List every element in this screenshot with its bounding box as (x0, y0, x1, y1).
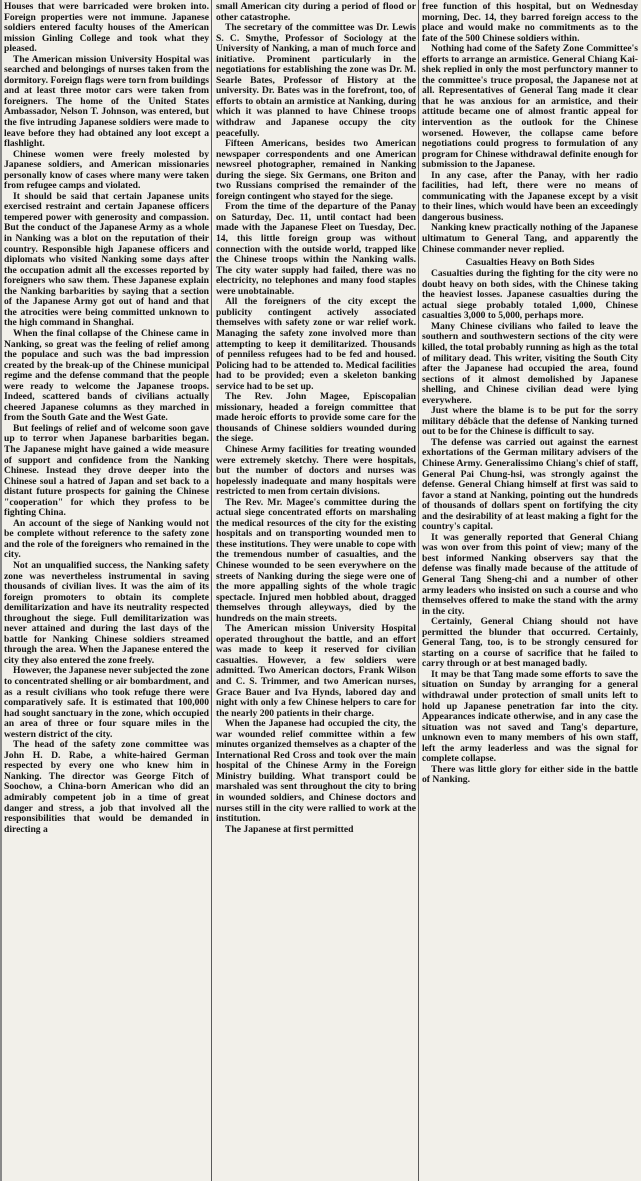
page-edge (0, 0, 2, 1181)
paragraph: All the foreigners of the city except the publicity contingent actively associated themselves with safety zone or war relief work. Managing the safety zone involved more than attempting to keep it demilitarized. Thousands of penniless refugees had to be fed and housed. Policing had to be attended to. Medical facilities had to be provided; even a skeleton banking service had to be set up. (216, 296, 416, 392)
paragraph: But feelings of relief and of welcome soon gave up to terror when Japanese barbarities began. The Japanese might have gained a wide measure of support and confidence from the Nanking Chinese. Instead they drove deeper into the Chinese soul a hatred of Japan and set back to a distant future prospects for gaining the Chinese "cooperation" for which they profess to be fighting China. (4, 422, 209, 519)
paragraph: From the time of the departure of the Panay on Saturday, Dec. 11, until contact had been made with the Japanese Fleet on Tuesday, Dec. 14, this little foreign group was without connection with the outside world, trapped like the Chinese troops within the Nanking walls. The city water supply had failed, there was no electricity, no telephones and many food staples were unobtainable. (216, 201, 416, 297)
paragraph: When the Japanese had occupied the city, the war wounded relief committee within a few minutes organized themselves as a chapter of the International Red Cross and took over the main hospital of the Chinese Army in the Foreign Ministry building. What transport could be marshaled was sent throughout the city to bring in wounded soldiers, and Chinese doctors and nurses still in the city were rallied to work at the institution. (216, 718, 416, 825)
paragraph: The head of the safety zone committee was John H. D. Rabe, a white-haired German respected by every one who knew him in Nanking. The director was George Fitch of Soochow, a China-born American who did an admirably competent job in a time of great danger and stress, a job that involved all the responsibilities that would be demanded in directing a (4, 739, 209, 835)
paragraph: The secretary of the committee was Dr. Lewis S. C. Smythe, Professor of Sociology at the University of Nanking, a man of much force and initiative. Prominent particularly in the negotiations for establishing the zone was Dr. M. Searle Bates, Professor of History at the university. Dr. Bates was in the forefront, too, of efforts to obtain an armistice at Nanking, during which it was planned to have Chinese troops withdraw and Japanese occupy the city peacefully. (216, 22, 416, 139)
paragraph: Fifteen Americans, besides two American newspaper correspondents and one American newsreel photographer, remained in Nanking during the siege. Six Germans, one Briton and two Russians comprised the remainder of the foreign contingent who stayed for the siege. (216, 138, 416, 202)
column-2 (216, 2, 416, 1178)
paragraph: The Japanese at first permitted (225, 823, 354, 835)
paragraph: Chinese women were freely molested by Japanese soldiers, and American missionaries personally know of cases where many were taken from refugee camps and violated. (4, 148, 209, 192)
paragraph: Many Chinese civilians who failed to leave the southern and southwestern sections of the city were killed, the total probably running as high as the total of military dead. This writer, visiting the South City after the Japanese had occupied the area, found sections of it almost demolished by Japanese shelling, and Chinese civilian dead were lying everywhere. (422, 320, 638, 406)
paragraph: In any case, after the Panay, with her radio facilities, had left, there were no means of communicating with the Japanese except by a visit to their lines, which would have been an exceedingly dangerous business. (422, 169, 638, 223)
paragraph: small American city during a period of flood or other catastrophe. (216, 2, 416, 23)
paragraph: The American mission University Hospital operated throughout the battle, and an effort was made to keep it reserved for civilian casualties. However, a few soldiers were admitted. Two American doctors, Frank Wilson and C. S. Trimmer, and two American nurses, Grace Bauer and Iva Hynds, labored day and night with only a few Chinese helpers to care for the nearly 200 patients in their charge. (216, 623, 416, 719)
paragraph: Houses that were barricaded were broken into. Foreign properties were not immune. Japanese soldiers entered faculty houses of the American mission Ginling College and took what they pleased. (4, 2, 209, 55)
paragraph: It may be that Tang made some efforts to save the situation on Sunday by arranging for a general withdrawal under protection of small units left to hold up Japanese penetration far into the city. Appearances indicate otherwise, and in any case the situation was not saved and Tang's departure, unknown even to many members of his own staff, left the army leaderless and was the signal for complete collapse. (422, 668, 638, 765)
paragraph: It was generally reported that General Chiang was won over from this point of view; many of the best informed Nanking observers say that the defense was finally made because of the attitude of General Tang Sheng-chi and a number of other army leaders who insisted on such a course and who themselves offered to make the stand with the army in the city. (422, 531, 638, 617)
subheading: Casualties Heavy on Both Sides (465, 257, 595, 269)
paragraph: It should be said that certain Japanese units exercised restraint and certain Japanese officers tempered power with generosity and compassion. But the conduct of the Japanese Army as a whole in Nanking was a blot on the reputation of their country. Responsible high Japanese officers and diplomats who visited Nanking some days after the occupation admit all the excesses reported by foreigners who saw them. These Japanese explain the Nanking barbarities by saying that a section of the Japanese Army got out of hand and that the atrocities were being committed unknown to the high command in Shanghai. (4, 190, 209, 329)
paragraph: The Rev. Mr. Magee's committee during the actual siege concentrated efforts on marshaling the medical resources of the city for the existing hospitals and on transporting wounded men to these institutions. They were unable to cope with the tremendous number of casualties, and the Chinese wounded to be seen everywhere on the streets of Nanking during the siege were one of the more appalling sights of the whole tragic spectacle. Injured men hobbled about, dragged themselves through alleyways, died by the hundreds on the main streets. (216, 496, 416, 624)
paragraph: Just where the blame is to be put for the sorry military débâcle that the defense of Nanking turned out to be for the Chinese is difficult to say. (422, 405, 638, 438)
paragraph: There was little glory for either side in the battle of Nanking. (422, 763, 638, 786)
column-1 (4, 2, 209, 1178)
column-rule (211, 0, 212, 1181)
paragraph: The American mission University Hospital was searched and belongings of nurses taken from the dormitory. Foreign flags were torn from buildings and at least three motor cars were taken from foreigners. The home of the United States Ambassador, Nelson T. Johnson, was entered, but the five intruding Japanese soldiers were made to leave before they had obtained any loot except a flashlight. (4, 53, 209, 150)
paragraph: Certainly, General Chiang should not have permitted the blunder that occurred. Certainly, General Tang, too, is to be strongly censured for starting on a course of sacrifice that he failed to carry through or at best managed badly. (422, 616, 638, 670)
paragraph: The defense was carried out against the earnest exhortations of the German military advisers of the Chinese Army. Generalissimo Chiang's chief of staff, General Pai Chung-hsi, was strongly against the defense. General Chiang himself at first was said to favor a stand at Nanking, pointing out the hundreds of thousands of dollars spent on fortifying the city and the desirability of at least making a fight for the country's capital. (422, 436, 638, 533)
paragraph: Nothing had come of the Safety Zone Committee's efforts to arrange an armistice. General Chiang Kai-shek replied in only the most perfunctory manner to the committee's truce proposal, the Japanese not at all. Representatives of General Tang made it clear that he was anxious for an armistice, and their attitude became one of almost frantic appeal for intervention as the outlook for the Chinese worsened. However, the collapse came before negotiations could progress to formulation of any program for Chinese withdrawal definite enough for submission to the Japanese. (422, 43, 638, 171)
column-3 (422, 2, 638, 1178)
paragraph: free function of this hospital, but on Wednesday morning, Dec. 14, they barred foreign access to the place and would make no commitments as to the fate of the 500 Chinese soldiers within. (422, 2, 638, 44)
paragraph: Chinese Army facilities for treating wounded were extremely sketchy. There were hospitals, but the number of doctors and nurses was hopelessly inadequate and many hospitals were restricted to men from certain divisions. (216, 443, 416, 498)
paragraph: Not an unqualified success, the Nanking safety zone was nevertheless instrumental in saving thousands of civilian lives. It was the aim of its foreign promoters to obtain its complete demilitarization and have its neutrality respected throughout the siege. Full demilitarization was never attained and during the last days of the battle for Nanking Chinese soldiers streamed through the area. When the Japanese entered the city they also entered the zone freely. (4, 559, 209, 666)
paragraph: Casualties during the fighting for the city were no doubt heavy on both sides, with the Chinese taking the heaviest losses. Japanese casualties during the actual siege probably totaled 1,000, Chinese casualties 3,000 to 5,000, perhaps more. (422, 268, 638, 322)
paragraph: An account of the siege of Nanking would not be complete without reference to the safety zone and the role of the foreigners who remained in the city. (4, 517, 209, 561)
paragraph: The Rev. John Magee, Episcopalian missionary, headed a foreign committee that made heroic efforts to provide some care for the thousands of Chinese soldiers wounded during the siege. (216, 391, 416, 445)
column-rule (418, 0, 419, 1181)
paragraph: Nanking knew practically nothing of the Japanese ultimatum to General Tang, and apparently the Chinese commander never replied. (422, 222, 638, 255)
paragraph: However, the Japanese never subjected the zone to concentrated shelling or air bombardment, and as a result civilians who took refuge there were comparatively safe. It is estimated that 100,000 had sought sanctuary in the zone, which occupied an area of three or four square miles in the western district of the city. (4, 665, 209, 740)
paragraph: When the final collapse of the Chinese came in Nanking, so great was the feeling of relief among the populace and such was the bad impression created by the break-up of the Chinese municipal regime and the defense command that the people were ready to welcome the Japanese troops. Indeed, scattered bands of civilians actually cheered Japanese columns as they marched in from the South Gate and the West Gate. (4, 327, 209, 424)
